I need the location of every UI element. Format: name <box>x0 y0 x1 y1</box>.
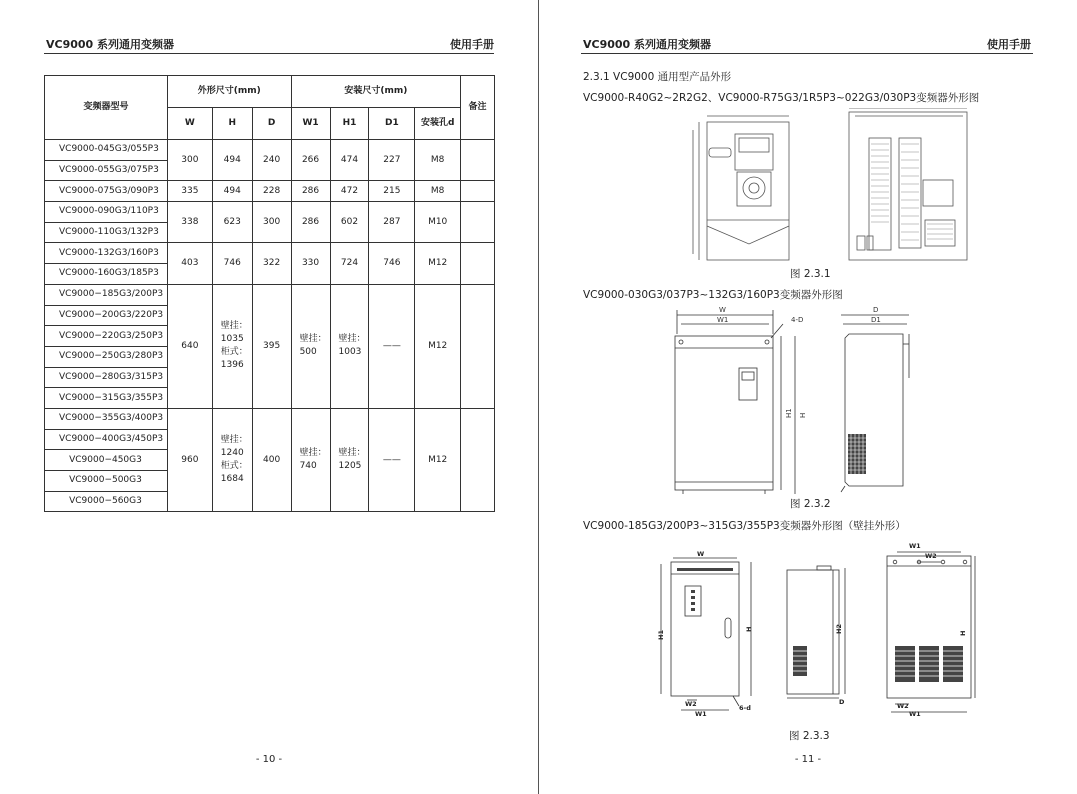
model-cell: VC9000−400G3/450P3 <box>45 429 168 450</box>
col-h: H <box>212 108 252 140</box>
d-cell: 300 <box>252 202 291 243</box>
dimension-table <box>44 75 495 512</box>
d1-cell: 227 <box>369 140 415 181</box>
figure-2-3-2-drawing <box>663 304 933 496</box>
w1-mount-label: 壁挂： <box>299 448 327 459</box>
figure-2-3-3-caption: 图 2.3.3 <box>789 730 830 742</box>
dim-d-label: D <box>873 306 879 314</box>
table-row <box>45 243 495 264</box>
d1-cell: 215 <box>369 181 415 202</box>
note-cell <box>461 181 495 202</box>
w1-mount-value: 500 <box>299 347 317 358</box>
h-cabinet-label: 柜式： <box>220 347 248 358</box>
h-cell <box>212 408 252 511</box>
model-cell: VC9000-132G3/160P3 <box>45 243 168 264</box>
dim-d1-label: D1 <box>871 316 881 324</box>
page-number: - 10 - <box>255 754 283 765</box>
d1-cell: 287 <box>369 202 415 243</box>
hole-cell: M8 <box>415 140 461 181</box>
outer-dims-header: 外形尺寸(mm) <box>167 76 291 108</box>
d1-cell: 746 <box>369 243 415 284</box>
model-cell: VC9000−220G3/250P3 <box>45 326 168 347</box>
w-cell: 300 <box>167 140 212 181</box>
table-row <box>45 408 495 429</box>
dim-w1-label: W1 <box>717 316 729 324</box>
h-cell: 494 <box>212 140 252 181</box>
note-cell <box>461 140 495 181</box>
h-cabinet-value: 1396 <box>220 360 244 371</box>
figure-2-3-3-drawing <box>647 538 977 720</box>
note-cell <box>461 243 495 284</box>
model-cell: VC9000−500G3 <box>45 471 168 492</box>
header-title: VC9000 系列通用变频器 <box>583 38 712 51</box>
col-w: W <box>167 108 212 140</box>
model-cell: VC9000−250G3/280P3 <box>45 346 168 367</box>
model-cell: VC9000−560G3 <box>45 491 168 512</box>
col-w1: W1 <box>291 108 330 140</box>
model-cell: VC9000−315G3/355P3 <box>45 388 168 409</box>
figure1-title: VC9000-R40G2~2R2G2、VC9000-R75G3/1R5P3~022G3/030P3变频器外形图 <box>583 92 980 104</box>
d-cell: 228 <box>252 181 291 202</box>
page-header <box>46 36 494 54</box>
h1-mount-label: 壁挂： <box>338 334 366 345</box>
model-cell: VC9000-075G3/090P3 <box>45 181 168 202</box>
model-cell: VC9000-110G3/132P3 <box>45 222 168 243</box>
note-cell <box>461 284 495 408</box>
install-dims-header: 安装尺寸(mm) <box>291 76 461 108</box>
page-10 <box>0 0 538 794</box>
w1-mount-label: 壁挂： <box>299 334 327 345</box>
dim-w-label: W <box>697 550 705 558</box>
model-cell: VC9000-045G3/055P3 <box>45 140 168 161</box>
dim-h1-label: H1 <box>657 630 665 640</box>
col-hole: 安装孔d <box>415 108 461 140</box>
col-d: D <box>252 108 291 140</box>
dim-w1-label-bottom: W1 <box>909 710 921 718</box>
col-h1: H1 <box>330 108 369 140</box>
page-number: - 11 - <box>794 754 822 765</box>
w-cell: 403 <box>167 243 212 284</box>
dim-hole-label: 4-D <box>791 316 804 324</box>
h-cell: 494 <box>212 181 252 202</box>
model-cell: VC9000−200G3/220P3 <box>45 305 168 326</box>
model-cell: VC9000−355G3/400P3 <box>45 408 168 429</box>
h-cabinet-label: 柜式： <box>220 461 248 472</box>
dim-h-label-side: H <box>959 630 967 636</box>
dim-d-label: D <box>839 698 845 706</box>
col-d1: D1 <box>369 108 415 140</box>
w1-cell <box>291 408 330 511</box>
h-mount-label: 壁挂： <box>220 435 248 446</box>
h-cell: 746 <box>212 243 252 284</box>
h1-mount-value: 1205 <box>338 461 362 472</box>
section-heading: 2.3.1 VC9000 通用型产品外形 <box>583 71 732 83</box>
d-cell: 395 <box>252 284 291 408</box>
dim-hole-label: 6-d <box>739 704 751 712</box>
header-manual: 使用手册 <box>450 38 494 51</box>
d-cell: 322 <box>252 243 291 284</box>
dim-w2-label-bottom: W2 <box>897 702 909 710</box>
model-cell: VC9000−280G3/315P3 <box>45 367 168 388</box>
model-cell: VC9000-160G3/185P3 <box>45 264 168 285</box>
w1-cell: 286 <box>291 181 330 202</box>
model-cell: VC9000−185G3/200P3 <box>45 284 168 305</box>
dim-w2-label-side: W2 <box>925 552 937 560</box>
dim-w-label: W <box>719 306 726 314</box>
hole-cell: M12 <box>415 284 461 408</box>
col-note-header: 备注 <box>461 76 495 140</box>
hole-cell: M12 <box>415 408 461 511</box>
dim-h2-label: H2 <box>835 624 843 634</box>
note-cell <box>461 408 495 511</box>
h-mount-value: 1035 <box>220 334 244 345</box>
figure-2-3-1-caption: 图 2.3.1 <box>790 268 831 280</box>
w1-cell <box>291 284 330 408</box>
figure-2-3-2-caption: 图 2.3.2 <box>790 498 831 510</box>
h-mount-value: 1240 <box>220 448 244 459</box>
h1-cell: 474 <box>330 140 369 181</box>
page-11 <box>539 0 1077 794</box>
model-cell: VC9000-090G3/110P3 <box>45 202 168 223</box>
model-cell: VC9000-055G3/075P3 <box>45 160 168 181</box>
header-title: VC9000 系列通用变频器 <box>46 38 175 51</box>
hole-cell: M10 <box>415 202 461 243</box>
figure-2-3-1-drawing <box>679 108 999 266</box>
dim-h1-label: H1 <box>785 408 793 418</box>
h-cell <box>212 284 252 408</box>
h1-cell <box>330 408 369 511</box>
h-mount-label: 壁挂： <box>220 321 248 332</box>
dim-w2-label: W2 <box>685 700 697 708</box>
header-manual: 使用手册 <box>987 38 1031 51</box>
w1-cell: 286 <box>291 202 330 243</box>
w1-mount-value: 740 <box>299 461 317 472</box>
h1-mount-label: 壁挂： <box>338 448 366 459</box>
w-cell: 335 <box>167 181 212 202</box>
h1-cell: 472 <box>330 181 369 202</box>
w1-cell: 330 <box>291 243 330 284</box>
h1-mount-value: 1003 <box>338 347 362 358</box>
h1-cell: 602 <box>330 202 369 243</box>
vent-grilles <box>677 568 963 682</box>
hole-cell: M12 <box>415 243 461 284</box>
w1-cell: 266 <box>291 140 330 181</box>
d1-cell: —— <box>369 408 415 511</box>
figure2-title: VC9000-030G3/037P3~132G3/160P3变频器外形图 <box>583 289 843 301</box>
w-cell: 960 <box>167 408 212 511</box>
table-row <box>45 140 495 161</box>
h-cabinet-value: 1684 <box>220 474 244 485</box>
header-rule <box>581 53 1033 54</box>
table-row <box>45 181 495 202</box>
dim-w1-label-side: W1 <box>909 542 921 550</box>
page-header <box>583 36 1031 54</box>
table-row <box>45 284 495 305</box>
figure3-title: VC9000-185G3/200P3~315G3/355P3变频器外形图（壁挂外形） <box>583 520 906 532</box>
h-cell: 623 <box>212 202 252 243</box>
header-rule <box>44 53 494 54</box>
hole-cell: M8 <box>415 181 461 202</box>
h1-cell: 724 <box>330 243 369 284</box>
dim-h-label: H <box>745 626 753 632</box>
table-row <box>45 202 495 223</box>
w-cell: 338 <box>167 202 212 243</box>
d-cell: 240 <box>252 140 291 181</box>
dim-w1-label: W1 <box>695 710 707 718</box>
d-cell: 400 <box>252 408 291 511</box>
note-cell <box>461 202 495 243</box>
dim-h-label: H <box>799 412 807 418</box>
col-model-header: 变频器型号 <box>45 76 168 140</box>
h1-cell <box>330 284 369 408</box>
model-cell: VC9000−450G3 <box>45 450 168 471</box>
d1-cell: —— <box>369 284 415 408</box>
w-cell: 640 <box>167 284 212 408</box>
